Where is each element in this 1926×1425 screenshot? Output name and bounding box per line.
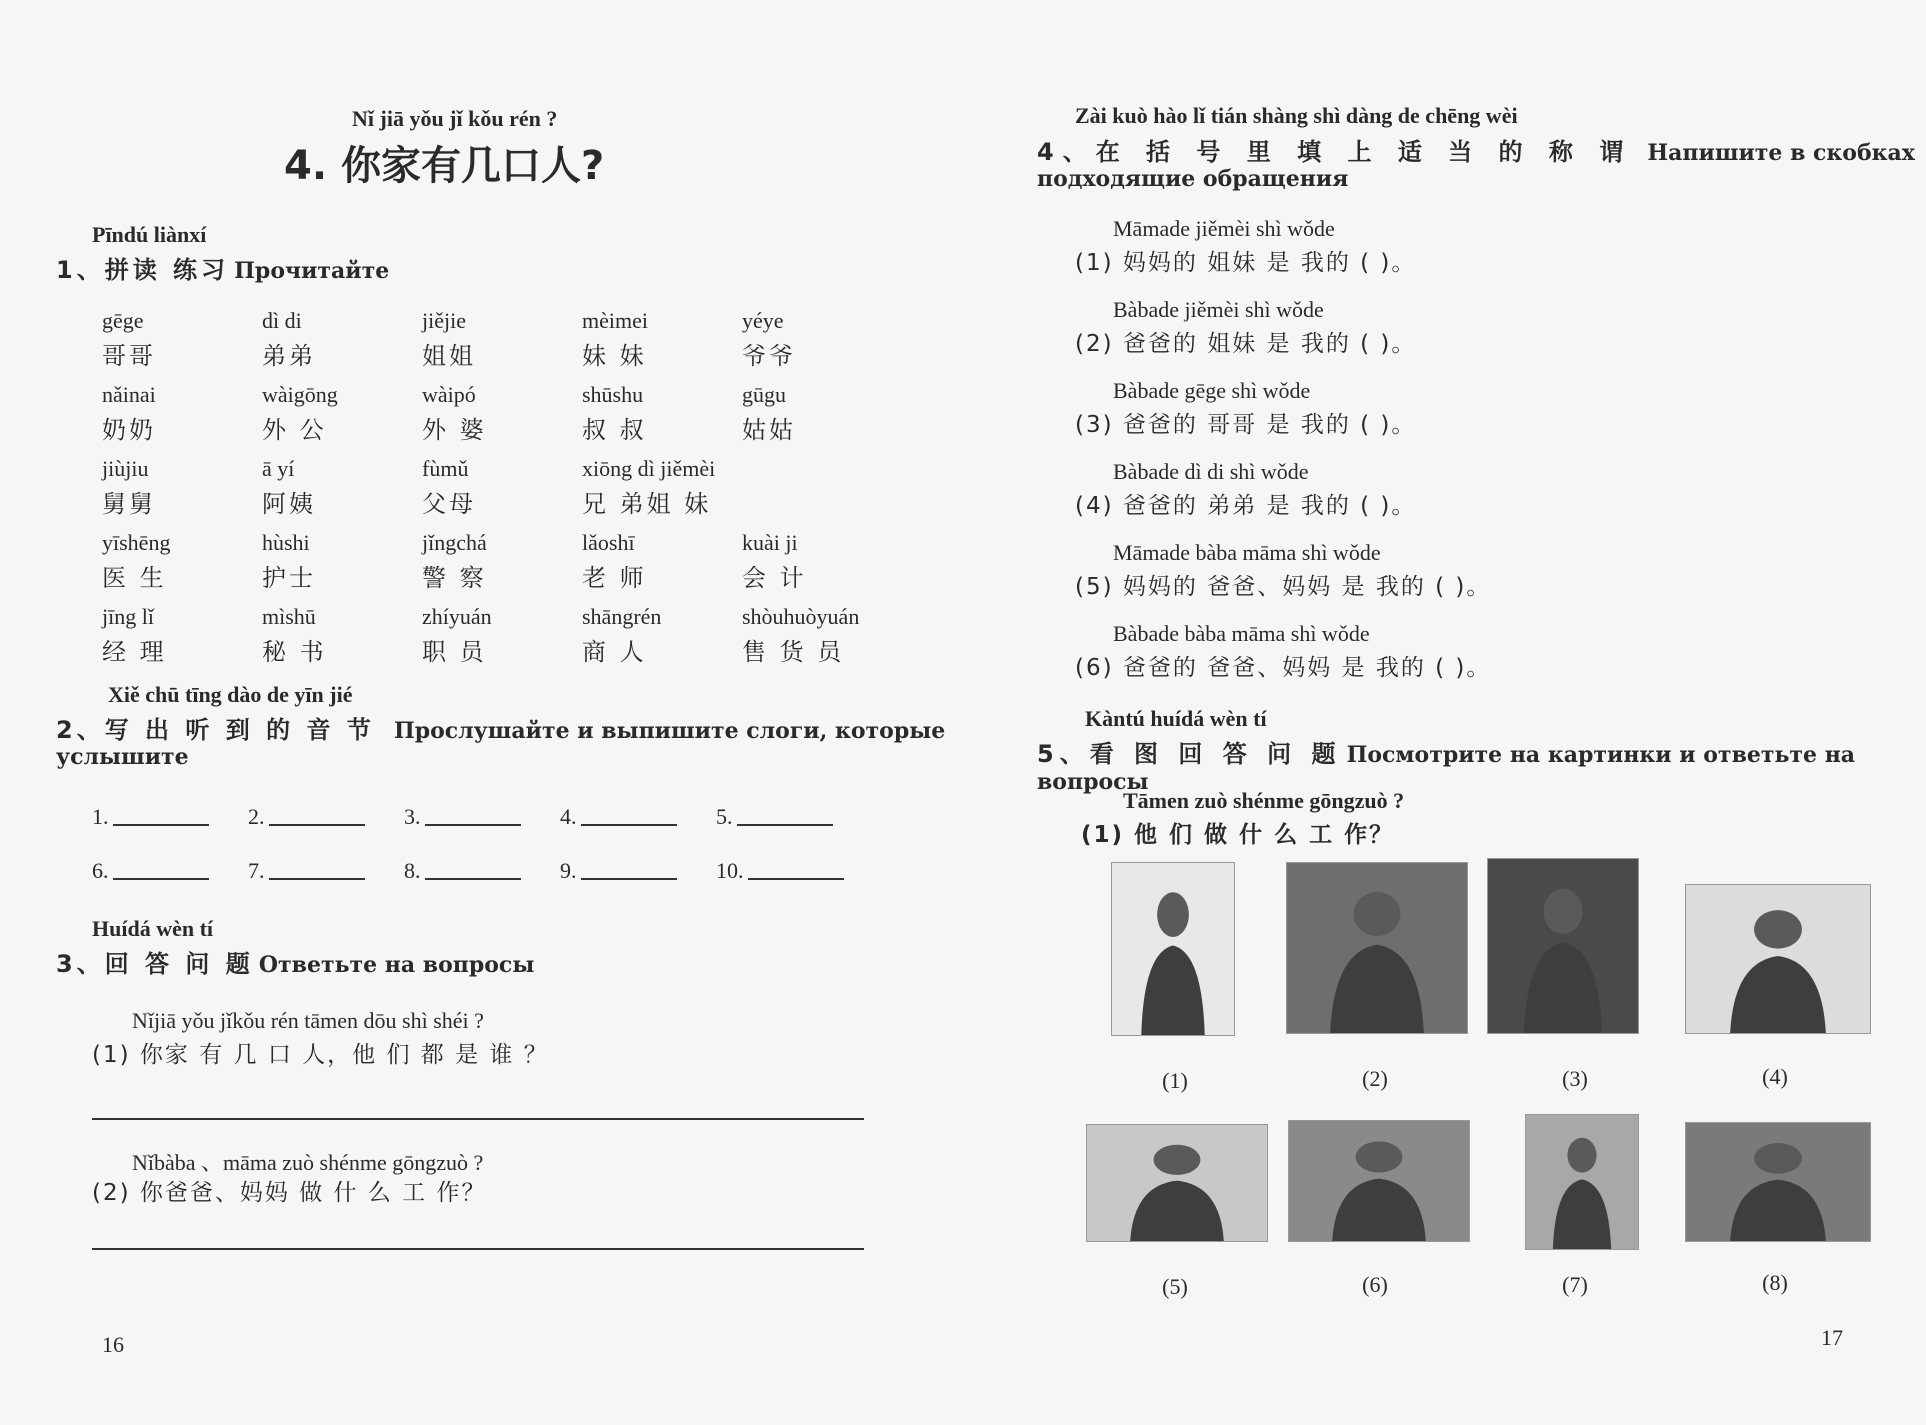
vocab-pinyin: hùshi [262, 530, 310, 555]
blank-line[interactable] [425, 878, 521, 880]
vocab-hanzi: 舅舅 [102, 490, 156, 518]
syllable-blank[interactable] [560, 858, 677, 884]
vocab-hanzi: 职 员 [422, 638, 487, 666]
photo-caption: (3) [1562, 1066, 1588, 1091]
blank-number: 5. [716, 804, 733, 829]
section1-heading-zh: 1、拼读 练习 [56, 256, 230, 284]
blank-line[interactable] [269, 824, 365, 826]
section3-heading-ru: Ответьте на вопросы [258, 952, 535, 978]
blank-line[interactable] [113, 878, 209, 880]
section2-heading-ru-cont: услышите [56, 744, 189, 770]
vocab-hanzi: 奶奶 [102, 416, 156, 444]
fill-item-text[interactable]: (1) 妈妈的 姐妹 是 我的 ( )。 [1075, 250, 1417, 276]
section5-pinyin: Kàntú huídá wèn tí [1085, 706, 1267, 731]
vocab-item [262, 382, 412, 445]
vocab-pinyin: jǐngchá [422, 530, 487, 555]
vocab-item [582, 604, 732, 667]
vocab-item [742, 308, 892, 371]
section3-heading-zh: 3、回 答 问 题 [56, 950, 254, 978]
blank-number: 1. [92, 804, 109, 829]
vocab-item [582, 382, 732, 445]
vocab-pinyin: yéye [742, 308, 784, 333]
vocab-item [422, 456, 572, 519]
vocab-hanzi: 老 师 [582, 564, 647, 592]
vocab-item [422, 382, 572, 445]
vocab-pinyin: gūgu [742, 382, 786, 407]
flight-attendant-photo [1286, 862, 1468, 1034]
photo-caption: (8) [1762, 1270, 1788, 1295]
vocab-pinyin: wàigōng [262, 382, 338, 407]
right-page [963, 0, 1926, 1425]
vocab-hanzi: 经 理 [102, 638, 167, 666]
vocab-item [582, 530, 732, 593]
vocab-pinyin: lǎoshī [582, 530, 635, 555]
fill-item-pinyin: Māmade jiěmèi shì wǒde [1113, 216, 1335, 241]
vocab-hanzi: 售 货 员 [742, 638, 845, 666]
vocab-pinyin: ā yí [262, 456, 295, 481]
vocab-item [102, 382, 252, 445]
syllable-blank[interactable] [92, 804, 209, 830]
vocab-pinyin: yīshēng [102, 530, 171, 555]
vocab-pinyin: kuài ji [742, 530, 798, 555]
section1-heading-ru: Прочитайте [234, 258, 390, 284]
blank-number: 3. [404, 804, 421, 829]
page-number-right: 17 [1821, 1325, 1843, 1350]
blank-line[interactable] [737, 824, 833, 826]
vocab-hanzi: 父母 [422, 490, 476, 518]
section2-heading [56, 710, 945, 745]
blank-number: 6. [92, 858, 109, 883]
answer-line-1[interactable] [92, 1118, 864, 1120]
blank-number: 2. [248, 804, 265, 829]
photo-caption: (1) [1162, 1068, 1188, 1093]
page-title: 4. 你家有几口人? [284, 143, 605, 189]
vocab-item [262, 604, 412, 667]
vocab-hanzi: 会 计 [742, 564, 807, 592]
vocab-item [422, 604, 572, 667]
fill-item-pinyin: Māmade bàba māma shì wǒde [1113, 540, 1381, 565]
blank-line[interactable] [581, 878, 677, 880]
vocab-hanzi: 兄 弟姐 妹 [582, 490, 712, 518]
section2-pinyin: Xiě chū tīng dào de yīn jié [108, 682, 353, 707]
vocab-item [102, 456, 252, 519]
vocab-pinyin: dì di [262, 308, 302, 333]
vocab-hanzi: 爷爷 [742, 342, 796, 370]
syllable-blank[interactable] [248, 858, 365, 884]
vocab-hanzi: 医 生 [102, 564, 167, 592]
section4-heading-ru-cont: подходящие обращения [1037, 166, 1349, 192]
vocab-pinyin: nǎinai [102, 382, 156, 407]
chef-photo [1525, 1114, 1639, 1250]
vocab-pinyin: shāngrén [582, 604, 662, 629]
section1-heading [56, 250, 389, 285]
vocab-item [422, 308, 572, 371]
vocab-hanzi: 护士 [262, 564, 316, 592]
section2-heading-zh: 2、写 出 听 到 的 音 节 [56, 716, 375, 744]
vocab-pinyin: wàipó [422, 382, 476, 407]
question2-pinyin: Nǐbàba 、māma zuò shénme gōngzuò ? [132, 1150, 484, 1175]
vocab-hanzi: 商 人 [582, 638, 647, 666]
vocab-hanzi: 外 公 [262, 416, 327, 444]
photo-caption: (7) [1562, 1272, 1588, 1297]
section4-pinyin: Zài kuò hào lǐ tián shàng shì dàng de chēng wèi [1075, 103, 1518, 128]
vocab-pinyin: mèimei [582, 308, 648, 333]
vocab-pinyin: shūshu [582, 382, 644, 407]
syllable-blank[interactable] [560, 804, 677, 830]
vocab-item [582, 456, 782, 519]
fill-item-text[interactable]: (3) 爸爸的 哥哥 是 我的 ( )。 [1075, 412, 1417, 438]
syllable-blank[interactable] [404, 804, 521, 830]
vocab-hanzi: 姑姑 [742, 416, 796, 444]
answer-line-2[interactable] [92, 1248, 864, 1250]
vocab-pinyin: jīng lǐ [102, 604, 154, 629]
vocab-hanzi: 外 婆 [422, 416, 487, 444]
fill-item-pinyin: Bàbade dì di shì wǒde [1113, 459, 1309, 484]
syllable-blank[interactable] [404, 858, 521, 884]
vocab-pinyin: zhíyuán [422, 604, 492, 629]
vocab-hanzi: 妹 妹 [582, 342, 647, 370]
title-pinyin: Nǐ jiā yǒu jǐ kǒu rén ? [352, 106, 558, 131]
page-number-left: 16 [102, 1332, 124, 1357]
section3-heading [56, 944, 534, 979]
vocab-item [102, 308, 252, 371]
section4-heading-zh: 4、在 括 号 里 填 上 适 当 的 称 谓 [1037, 138, 1633, 166]
blank-number: 9. [560, 858, 577, 883]
blank-number: 4. [560, 804, 577, 829]
vocab-pinyin: shòuhuòyuán [742, 604, 860, 629]
syllable-blank[interactable] [92, 858, 209, 884]
section4-heading-ru: Напишите в скобках [1647, 140, 1915, 166]
vocab-item [262, 530, 412, 593]
blank-line[interactable] [748, 878, 844, 880]
blank-line[interactable] [425, 824, 521, 826]
blank-line[interactable] [581, 824, 677, 826]
section2-heading-ru: Прослушайте и выпишите слоги, которые [393, 718, 946, 744]
vocab-item [102, 604, 252, 667]
vocab-item [582, 308, 732, 371]
syllable-blank[interactable] [716, 858, 844, 884]
vocab-item [742, 530, 892, 593]
fill-item-pinyin: Bàbade bàba māma shì wǒde [1113, 621, 1370, 646]
blank-line[interactable] [269, 878, 365, 880]
vocab-item [262, 308, 412, 371]
section4-heading [1037, 132, 1917, 167]
doctor-photo [1111, 862, 1235, 1036]
question1-pinyin: Nǐjiā yǒu jǐkǒu rén tāmen dōu shì shéi ? [132, 1008, 484, 1033]
vocab-hanzi: 哥哥 [102, 342, 156, 370]
vocab-pinyin: mìshū [262, 604, 316, 629]
question1-text: (1) 你家 有 几 口 人，他 们 都 是 谁 ？ [92, 1042, 549, 1068]
teacher-photo [1487, 858, 1639, 1034]
vocab-pinyin: xiōng dì jiěmèi [582, 456, 716, 481]
fill-item-pinyin: Bàbade jiěmèi shì wǒde [1113, 297, 1324, 322]
vocab-item [742, 456, 892, 458]
section5-heading-ru: Посмотрите на картинки и ответьте на вопросы [1037, 742, 1856, 795]
section5-question-pinyin: Tāmen zuò shénme gōngzuò ? [1123, 788, 1405, 813]
syllable-blank[interactable] [248, 804, 365, 830]
fill-item-text[interactable]: (2) 爸爸的 姐妹 是 我的 ( )。 [1075, 331, 1417, 357]
vocab-item [742, 382, 892, 445]
section1-pinyin: Pīndú liànxí [92, 222, 207, 247]
vocab-hanzi: 叔 叔 [582, 416, 647, 444]
blank-number: 7. [248, 858, 265, 883]
vocab-hanzi: 警 察 [422, 564, 487, 592]
vocab-item [262, 456, 412, 519]
vocab-hanzi: 弟弟 [262, 342, 316, 370]
fill-item-pinyin: Bàbade gēge shì wǒde [1113, 378, 1311, 403]
section5-question-text: (1) 他 们 做 什 么 工 作？ [1081, 822, 1395, 848]
photo-caption: (5) [1162, 1274, 1188, 1299]
vocab-pinyin: fùmǔ [422, 456, 469, 481]
vocab-item [742, 604, 892, 667]
fill-item-text[interactable]: (5) 妈妈的 爸爸、妈妈 是 我的 ( )。 [1075, 574, 1492, 600]
section5-heading [1037, 734, 1926, 795]
vocab-pinyin: jiějie [422, 308, 466, 333]
blank-number: 8. [404, 858, 421, 883]
section3-pinyin: Huídá wèn tí [92, 916, 214, 941]
question2-text: (2) 你爸爸、妈妈 做 什 么 工 作？ [92, 1180, 487, 1206]
section5-heading-zh: 5、看 图 回 答 问 题 [1037, 740, 1342, 768]
vocab-item [102, 530, 252, 593]
blank-number: 10. [716, 858, 744, 883]
blank-line[interactable] [113, 824, 209, 826]
police-photo [1685, 884, 1871, 1034]
vocab-hanzi: 阿姨 [262, 490, 316, 518]
syllable-blank[interactable] [716, 804, 833, 830]
workers-photo [1685, 1122, 1871, 1242]
driver-photo [1288, 1120, 1470, 1242]
vocab-pinyin: jiùjiu [102, 456, 149, 481]
vocab-hanzi: 秘 书 [262, 638, 327, 666]
fill-item-text[interactable]: (6) 爸爸的 爸爸、妈妈 是 我的 ( )。 [1075, 655, 1492, 681]
shop-assistant-photo [1086, 1124, 1268, 1242]
vocab-pinyin: gēge [102, 308, 144, 333]
photo-caption: (2) [1362, 1066, 1388, 1091]
photo-caption: (6) [1362, 1272, 1388, 1297]
fill-item-text[interactable]: (4) 爸爸的 弟弟 是 我的 ( )。 [1075, 493, 1417, 519]
vocab-item [422, 530, 572, 593]
photo-caption: (4) [1762, 1064, 1788, 1089]
vocab-hanzi: 姐姐 [422, 342, 476, 370]
